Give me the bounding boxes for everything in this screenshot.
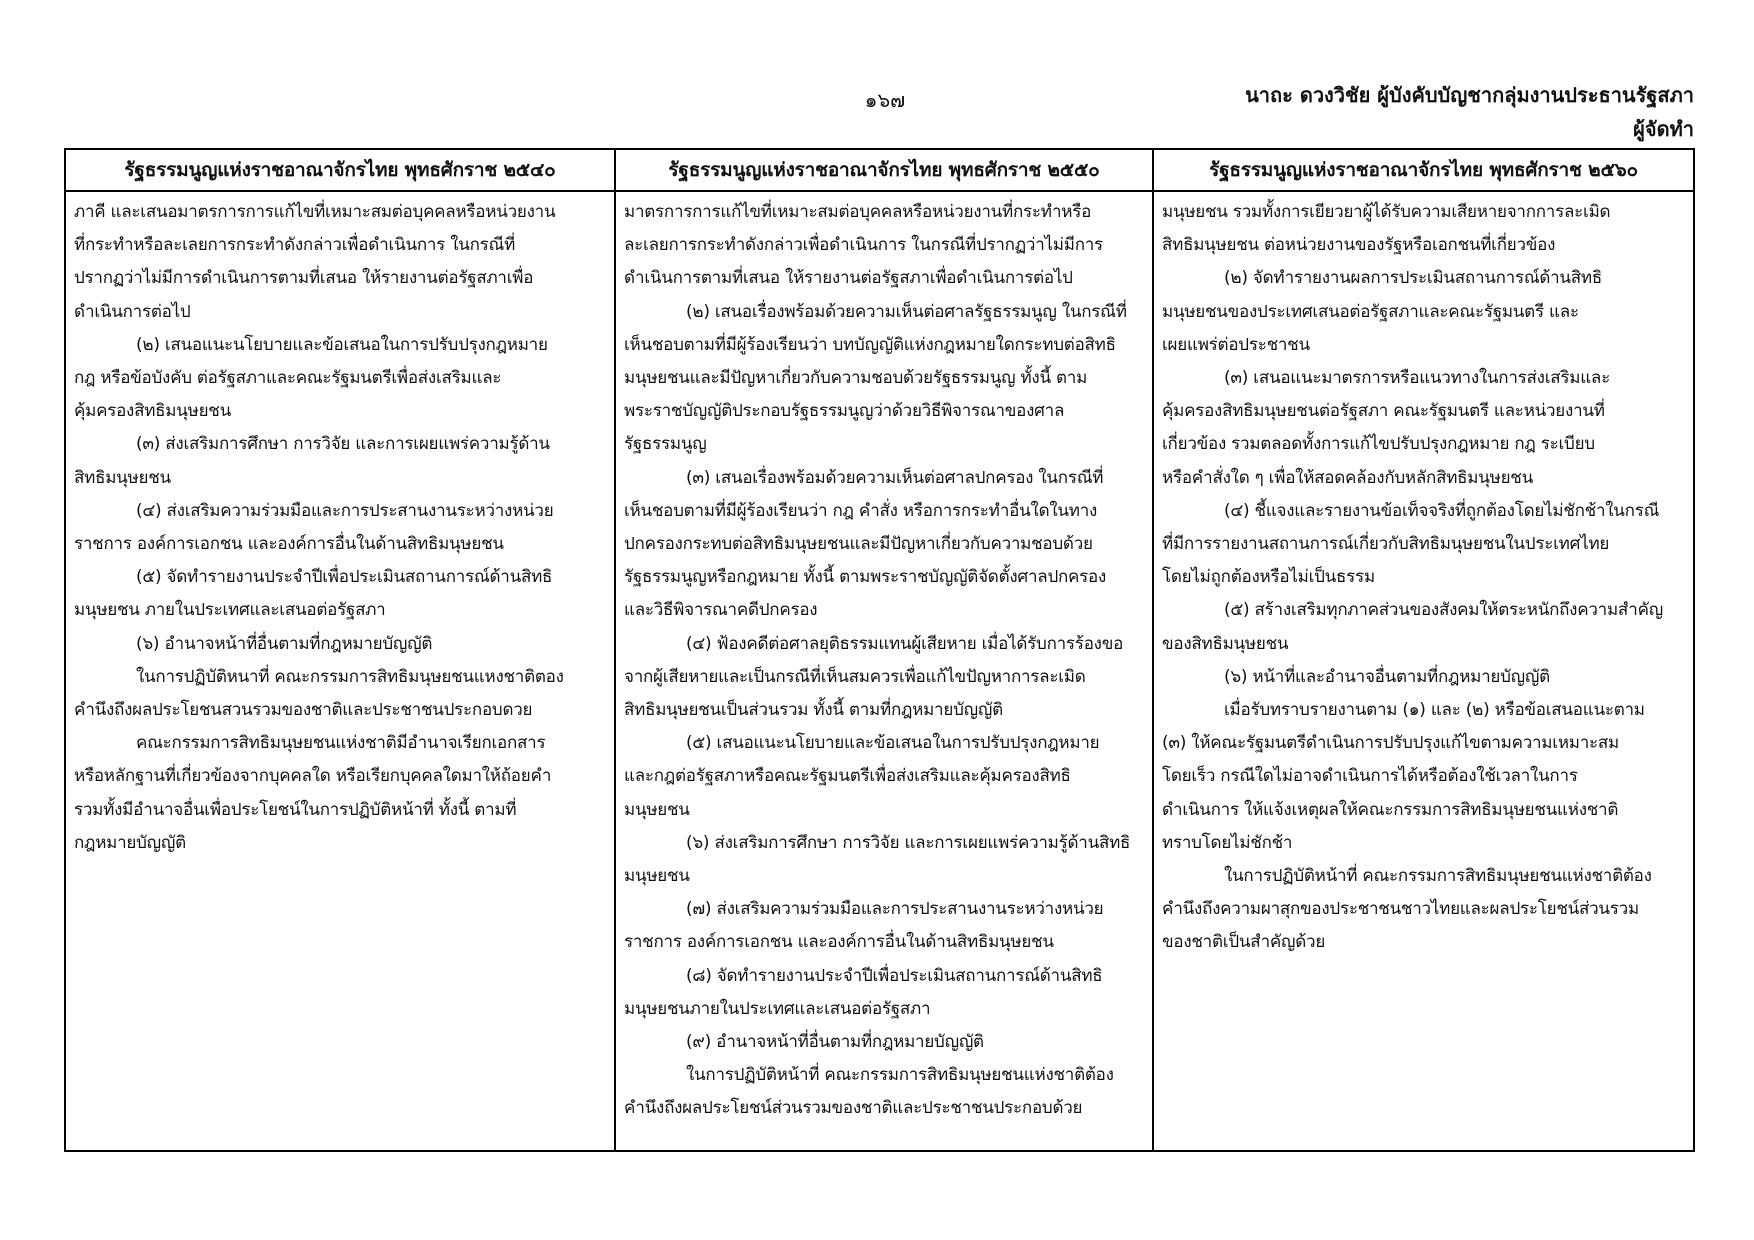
text-line: เห็นชอบตามที่มีผู้ร้องเรียนว่า กฎ คำสั่ง หรือการกระทำอื่นใดในทาง [624, 500, 1098, 521]
column-text-2540 [65, 191, 615, 1151]
page-number: ๑๖๗ [864, 88, 906, 112]
text-line: ทราบโดยไม่ชักช้า [1162, 832, 1293, 853]
text-line: (๖) อำนาจหน้าที่อื่นตามที่กฎหมายบัญญัติ [136, 633, 433, 654]
text-line: มาตรการการแก้ไขที่เหมาะสมต่อบุคคลหรือหน่วยงานที่กระทำหรือ [624, 202, 1092, 222]
text-line: ในการปฏิบัติหนาที่ คณะกรรมการสิทธิมนุษยชนแหงชาติตอง [136, 666, 564, 687]
text-line: ราชการ องค์การเอกชน และองค์การอื่นในด้านสิทธิมนุษยชน [74, 534, 504, 555]
text-line: ในการปฏิบัติหน้าที่ คณะกรรมการสิทธิมนุษยชนแห่งชาติต้อง [686, 1065, 1114, 1086]
author-block [1245, 78, 1694, 146]
text-line: ราชการ องค์การเอกชน และองค์การอื่นในด้านสิทธิมนุษยชน [624, 932, 1054, 953]
text-line: (๔) ส่งเสริมความร่วมมือและการประสานงานระหว่างหน่วย [136, 500, 554, 521]
text-line: และกฎต่อรัฐสภาหรือคณะรัฐมนตรีเพื่อส่งเสริมและคุ้มครองสิทธิ [624, 766, 1071, 787]
text-line: เกี่ยวข้อง รวมตลอดทั้งการแก้ไขปรับปรุงกฎหมาย กฎ ระเบียบ [1162, 434, 1595, 455]
text-line: มนุษยชนของประเทศเสนอต่อรัฐสภาและคณะรัฐมนตรี และ [1162, 301, 1579, 322]
text-line: คุ้มครองสิทธิมนุษยชนต่อรัฐสภา คณะรัฐมนตรี และหน่วยงานที่ [1162, 401, 1605, 422]
text-line: (๙) อำนาจหน้าที่อื่นตามที่กฎหมายบัญญัติ [686, 1032, 984, 1053]
text-line: โดยเร็ว กรณีใดไม่อาจดำเนินการได้หรือต้องใช้เวลาในการ [1162, 766, 1578, 787]
text-line: ของสิทธิมนุษยชน [1162, 633, 1289, 654]
text-line: ภาคี และเสนอมาตรการการแก้ไขที่เหมาะสมต่อบุคคลหรือหน่วยงาน [74, 202, 556, 222]
text-line: (๓) เสนอแนะมาตรการหรือแนวทางในการส่งเสริมและ [1224, 368, 1610, 389]
text-line: เห็นชอบตามที่มีผู้ร้องเรียนว่า บทบัญญัติแห่งกฎหมายใดกระทบต่อสิทธิ [624, 334, 1116, 355]
text-line: (๕) สร้างเสริมทุกภาคส่วนของสังคมให้ตระหนักถึงความสำคัญ [1224, 600, 1663, 621]
text-line: (๖) ส่งเสริมการศึกษา การวิจัย และการเผยแพร่ความรู้ด้านสิทธิ [686, 832, 1131, 853]
text-line: หรือคำสั่งใด ๆ เพื่อให้สอดคล้องกับหลักสิทธิมนุษยชน [1162, 467, 1533, 488]
column-text-2550 [615, 191, 1153, 1151]
author-role: ผู้จัดทำ [1633, 117, 1694, 141]
text-line: มนุษยชน ภายในประเทศและเสนอต่อรัฐสภา [74, 600, 386, 621]
text-line: ปรากฏว่าไม่มีการดำเนินการตามที่เสนอ ให้รายงานต่อรัฐสภาเพื่อ [74, 268, 534, 289]
text-line: มนุษยชนภายในประเทศและเสนอต่อรัฐสภา [624, 998, 931, 1019]
text-line: กฎ หรือข้อบังคับ ต่อรัฐสภาและคณะรัฐมนตรีเพื่อส่งเสริมและ [74, 368, 502, 389]
text-line: มนุษยชน [624, 799, 690, 820]
text-line: ปกครองกระทบต่อสิทธิมนุษยชนและมีปัญหาเกี่ยวกับความชอบด้วย [624, 534, 1093, 555]
text-line: (๓) ให้คณะรัฐมนตรีดำเนินการปรับปรุงแก้ไขตามความเหมาะสม [1162, 733, 1619, 754]
body-row [65, 191, 1694, 1151]
text-line: กฎหมายบัญญัติ [74, 832, 186, 853]
text-line: (๓) ส่งเสริมการศึกษา การวิจัย และการเผยแพร่ความรู้ด้าน [136, 434, 550, 455]
text-line: มนุษยชน รวมทั้งการเยียวยาผู้ได้รับความเสียหายจากการละเมิด [1162, 202, 1611, 222]
text-line: (๖) หน้าที่และอำนาจอื่นตามที่กฎหมายบัญญัติ [1224, 666, 1550, 687]
text-line: ดำเนินการตามที่เสนอ ให้รายงานต่อรัฐสภาเพื่อดำเนินการต่อไป [624, 268, 1073, 289]
text-line: รัฐธรรมนูญหรือกฎหมาย ทั้งนี้ ตามพระราชบัญญัติจัดตั้งศาลปกครอง [624, 567, 1107, 588]
text-line: จากผู้เสียหายและเป็นกรณีที่เห็นสมควรเพื่อแก้ไขปัญหาการละเมิด [624, 666, 1086, 687]
text-line: ดำเนินการ ให้แจ้งเหตุผลให้คณะกรรมการสิทธิมนุษยชนแห่งชาติ [1162, 799, 1619, 820]
text-line: สิทธิมนุษยชน ต่อหน่วยงานของรัฐหรือเอกชนที่เกี่ยวข้อง [1162, 235, 1556, 256]
text-line: คุ้มครองสิทธิมนุษยชน [74, 401, 231, 422]
column-heading-2550: รัฐธรรมนูญแห่งราชอาณาจักรไทย พุทธศักราช ๒๕๕๐ [615, 149, 1153, 191]
column-heading-2540: รัฐธรรมนูญแห่งราชอาณาจักรไทย พุทธศักราช ๒๕๔๐ [65, 149, 615, 191]
text-line: (๒) จัดทำรายงานผลการประเมินสถานการณ์ด้านสิทธิ [1224, 268, 1603, 289]
text-line: (๒) เสนอเรื่องพร้อมด้วยความเห็นต่อศาลรัฐธรรมนูญ ในกรณีที่ [686, 301, 1127, 322]
text-line: ละเลยการกระทำดังกล่าวเพื่อดำเนินการ ในกรณีที่ปรากฏว่าไม่มีการ [624, 235, 1103, 256]
text-line: มนุษยชนและมีปัญหาเกี่ยวกับความชอบด้วยรัฐธรรมนูญ ทั้งนี้ ตาม [624, 368, 1088, 389]
text-line: รวมทั้งมีอำนาจอื่นเพื่อประโยชน์ในการปฏิบัติหน้าที่ ทั้งนี้ ตามที่ [74, 799, 517, 820]
text-line: หรือหลักฐานที่เกี่ยวข้องจากบุคคลใด หรือเรียกบุคคลใดมาให้ถ้อยคำ [74, 766, 552, 787]
text-line: ที่มีการรายงานสถานการณ์เกี่ยวกับสิทธิมนุษยชนในประเทศไทย [1162, 534, 1610, 555]
text-line: สิทธิมนุษยชน [74, 467, 171, 488]
text-line: และวิธีพิจารณาคดีปกครอง [624, 600, 818, 621]
text-line: (๗) ส่งเสริมความร่วมมือและการประสานงานระหว่างหน่วย [686, 899, 1104, 920]
column-text-2560 [1153, 191, 1694, 1151]
text-line: ดำเนินการต่อไป [74, 301, 191, 322]
text-line: มนุษยชน [624, 866, 690, 887]
text-line: สิทธิมนุษยชนเป็นส่วนรวม ทั้งนี้ ตามที่กฎหมายบัญญัติ [624, 700, 1003, 721]
text-line: (๘) จัดทำรายงานประจำปีเพื่อประเมินสถานการณ์ด้านสิทธิ [686, 965, 1103, 986]
text-line: (๕) จัดทำรายงานประจำปีเพื่อประเมินสถานการณ์ด้านสิทธิ [136, 567, 553, 588]
comparison-table [64, 148, 1695, 1152]
text-line: ในการปฏิบัติหน้าที่ คณะกรรมการสิทธิมนุษยชนแห่งชาติต้อง [1224, 866, 1652, 887]
header-row [65, 149, 1694, 191]
text-line: (๕) เสนอแนะนโยบายและข้อเสนอในการปรับปรุงกฎหมาย [686, 733, 1100, 754]
column-heading-2560: รัฐธรรมนูญแห่งราชอาณาจักรไทย พุทธศักราช ๒๕๖๐ [1153, 149, 1694, 191]
text-line: รัฐธรรมนูญ [624, 434, 707, 455]
text-line: คำนึงถึงผลประโยชนสวนรวมของชาติและประชาชนประกอบดวย [74, 700, 533, 721]
text-line: (๔) ฟ้องคดีต่อศาลยุติธรรมแทนผู้เสียหาย เมื่อได้รับการร้องขอ [686, 633, 1124, 654]
author-line: นาถะ ดวงวิชัย ผู้บังคับบัญชากลุ่มงานประธานรัฐสภา [1245, 83, 1694, 107]
text-line: คำนึงถึงผลประโยชน์ส่วนรวมของชาติและประชาชนประกอบด้วย [624, 1098, 1083, 1119]
text-line: คำนึงถึงความผาสุกของประชาชนชาวไทยและผลประโยชน์ส่วนรวม [1162, 899, 1639, 920]
text-line: คณะกรรมการสิทธิมนุษยชนแห่งชาติมีอำนาจเรียกเอกสาร [136, 733, 546, 754]
text-line: ของชาติเป็นสำคัญด้วย [1162, 932, 1326, 953]
text-line: (๔) ชี้แจงและรายงานข้อเท็จจริงที่ถูกต้องโดยไม่ชักช้าในกรณี [1224, 500, 1660, 521]
text-line: โดยไม่ถูกต้องหรือไม่เป็นธรรม [1162, 567, 1375, 588]
text-line: พระราชบัญญัติประกอบรัฐธรรมนูญว่าด้วยวิธีพิจารณาของศาล [624, 401, 1065, 422]
text-line: เมื่อรับทราบรายงานตาม (๑) และ (๒) หรือข้อเสนอแนะตาม [1224, 700, 1645, 721]
text-line: (๓) เสนอเรื่องพร้อมด้วยความเห็นต่อศาลปกครอง ในกรณีที่ [686, 467, 1104, 488]
text-line: (๒) เสนอแนะนโยบายและข้อเสนอในการปรับปรุงกฎหมาย [136, 334, 548, 355]
text-line: ที่กระทำหรือละเลยการกระทำดังกล่าวเพื่อดำเนินการ ในกรณีที่ [74, 235, 516, 256]
text-line: เผยแพร่ต่อประชาชน [1162, 334, 1310, 355]
